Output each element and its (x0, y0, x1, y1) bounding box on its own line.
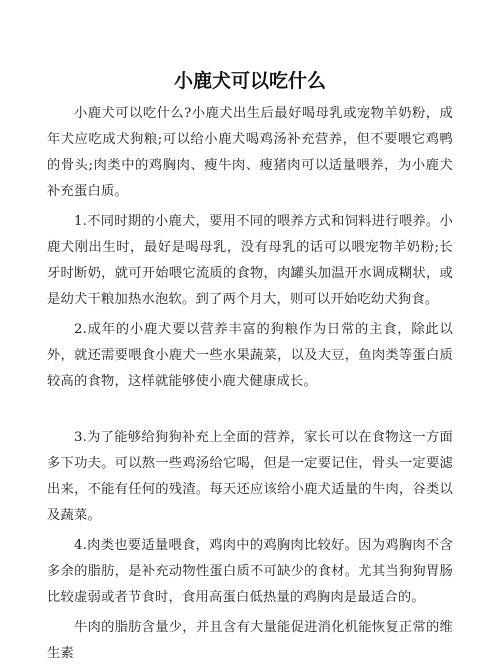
paragraph-5: 牛肉的脂肪含量少，并且含有大量能促进消化机能恢复正常的维生素 (47, 620, 453, 661)
article-title: 小鹿犬可以吃什么 (173, 70, 326, 92)
intro-paragraph: 小鹿犬可以吃什么?小鹿犬出生后最好喝母乳或宠物羊奶粉，成年犬应吃成犬狗粮;可以给小鹿犬喝鸡汤补充营养，但不要喂它鸡鸭的骨头;肉类中的鸡胸肉、瘦牛肉、瘦猪肉可以适量喂养，为小鹿犬补充蛋白质。 (47, 106, 453, 199)
paragraph-2: 2.成年的小鹿犬要以营养丰富的狗粮作为日常的主食，除此以外，就还需要喂食小鹿犬一些水果蔬菜，以及大豆，鱼肉类等蛋白质较高的食物，这样就能够使小鹿犬健康成长。 (47, 322, 453, 389)
paragraph-3: 3.为了能够给狗狗补充上全面的营养，家长可以在食物这一方面多下功夫。可以熬一些鸡汤给它喝，但是一定要记住，骨头一定要滤出来，不能有任何的残渣。每天还应该给小鹿犬适量的牛肉，谷类以及蔬菜。 (47, 430, 453, 523)
paragraph-1: 1.不同时期的小鹿犬，要用不同的喂养方式和饲料进行喂养。小鹿犬刚出生时，最好是喝母乳，没有母乳的话可以喂宠物羊奶粉;长牙时断奶，就可开始喂它流质的食物，肉罐头加温开水调成糊状，或是幼犬干粮加热水泡软。到了两个月大，则可以开始吃幼犬狗食。 (47, 214, 453, 307)
article-page (0, 68, 500, 661)
paragraph-4: 4.肉类也要适量喂食，鸡肉中的鸡胸肉比较好。因为鸡胸肉不含多余的脂肪，是补充动物性蛋白质不可缺少的食材。尤其当狗狗胃肠比较虚弱或者节食时，食用高蛋白低热量的鸡胸肉是最适合的。 (47, 538, 453, 605)
